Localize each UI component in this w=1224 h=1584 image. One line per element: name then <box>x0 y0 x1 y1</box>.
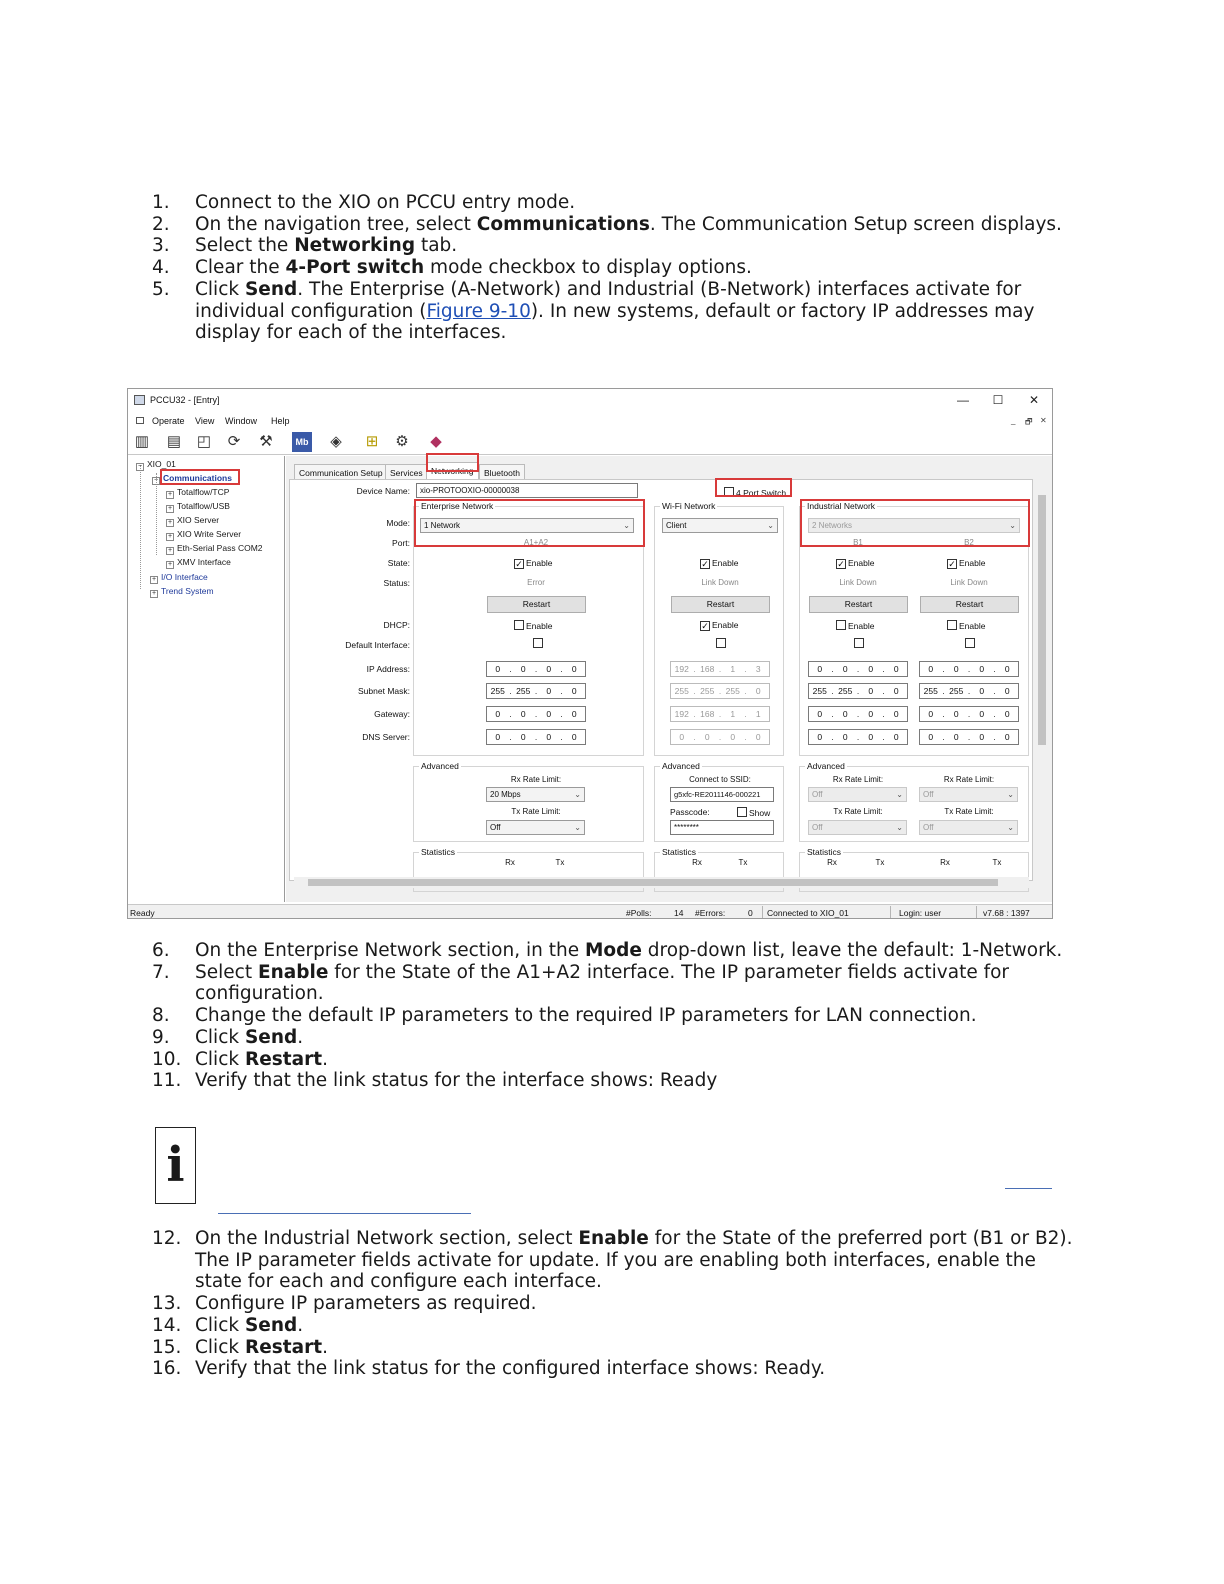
horizontal-scrollbar[interactable] <box>294 877 1029 888</box>
steps-list-end <box>152 1228 1087 1380</box>
step-emphasis: Communications <box>476 213 650 235</box>
step-text <box>195 257 1087 279</box>
step-item <box>152 1293 1087 1315</box>
b2-stat-rx: Rx <box>940 858 950 867</box>
industrial-advanced-group: Advanced <box>799 766 1029 842</box>
wifi-show-checkbox[interactable]: Show <box>737 807 770 818</box>
enterprise-statistics-group: Statistics <box>413 852 644 892</box>
b1-dhcp-checkbox[interactable]: Enable <box>836 620 874 631</box>
step-text <box>195 214 1087 236</box>
step-item <box>152 192 1087 214</box>
wifi-passcode-input[interactable]: ******** <box>670 820 774 835</box>
step-fragment: On the Enterprise Network section, in the <box>195 940 585 961</box>
step-emphasis: Restart <box>244 1048 323 1070</box>
step-number: 12. <box>152 1228 182 1249</box>
b1-subnet-input[interactable]: 255 . 255 . 0 . 0 <box>808 683 908 699</box>
tab-bluetooth[interactable]: Bluetooth <box>479 464 525 480</box>
wifi-stat-tx: Tx <box>738 858 748 867</box>
close-button[interactable]: ✕ <box>1028 393 1040 407</box>
networking-panel <box>289 479 1033 881</box>
default-interface-label: Default Interface: <box>345 640 410 650</box>
status-errors-label: #Errors: <box>695 908 726 918</box>
collect-icon[interactable]: ▤ <box>166 433 182 450</box>
wifi-ssid-label: Connect to SSID: <box>689 775 751 784</box>
status-errors: 0 <box>748 908 753 918</box>
app-icon <box>134 395 145 405</box>
enterprise-stat-rx: Rx <box>505 858 515 867</box>
step-emphasis: Send <box>244 1314 298 1336</box>
step-fragment: . <box>322 1336 328 1358</box>
step-number: 8. <box>152 1005 170 1027</box>
step-number: 9. <box>152 1026 170 1048</box>
b2-tx-label: Tx Rate Limit: <box>944 807 994 816</box>
b2-default-interface-checkbox[interactable] <box>965 638 977 649</box>
tree-item-communications[interactable]: − Communications <box>153 473 232 484</box>
device-name-label: Device Name: <box>356 486 410 496</box>
step-emphasis: Mode <box>584 940 642 961</box>
step-fragment: . The Enterprise (A-Network) and Industrial (B-Network) interfaces activate for individual configuration ( <box>195 278 1022 322</box>
step-text <box>195 1027 1087 1049</box>
b1-state-checkbox[interactable]: ✓ Enable <box>837 558 875 569</box>
toolbar <box>128 429 1052 455</box>
wifi-ip-input[interactable]: 192 . 168 . 1 . 3 <box>670 661 770 677</box>
step-item <box>152 214 1087 236</box>
status-login: Login: user <box>899 908 942 918</box>
step-fragment: Select <box>195 961 258 983</box>
step-fragment: Connect to the XIO on PCCU entry mode. <box>195 192 576 213</box>
step-fragment: ). In new systems, default or factory IP addresses may display for each of the interfaces. <box>195 300 1035 344</box>
b1-port: B1 <box>853 538 863 547</box>
step-item <box>152 235 1087 257</box>
dhcp-label: DHCP: <box>383 620 410 630</box>
b2-dns-input[interactable]: 0 . 0 . 0 . 0 <box>919 729 1019 745</box>
step-number: 1. <box>152 192 170 213</box>
b1-tx-select[interactable]: Off ⌄ <box>808 820 907 835</box>
window-title: PCCU32 - [Entry] <box>150 395 220 405</box>
system-menu-icon[interactable] <box>136 417 144 424</box>
b2-rx-select[interactable]: Off ⌄ <box>919 787 1018 802</box>
minimize-button[interactable]: — <box>957 393 969 407</box>
step-item <box>152 1228 1087 1293</box>
step-number: 7. <box>152 961 170 983</box>
step-number: 14. <box>152 1314 182 1336</box>
b2-port: B2 <box>964 538 974 547</box>
step-item <box>152 1337 1087 1359</box>
tree-item-communications-label: Communications <box>163 473 232 483</box>
wifi-passcode-label: Passcode: <box>670 807 710 817</box>
enterprise-port: A1+A2 <box>523 538 549 547</box>
b1-stat-rx: Rx <box>827 858 837 867</box>
b2-state-checkbox[interactable]: ✓ Enable <box>948 558 986 569</box>
window-icon[interactable]: ◰ <box>196 433 212 450</box>
pccu-window <box>127 388 1053 919</box>
step-number: 6. <box>152 940 170 961</box>
step-item <box>152 1315 1087 1337</box>
step-item <box>152 1070 1087 1092</box>
step-fragment: tab. <box>415 235 458 257</box>
note-rule-right <box>1005 1188 1052 1189</box>
mdi-restore-button[interactable]: 🗗 <box>1025 417 1033 426</box>
step-text <box>195 1070 1087 1092</box>
enterprise-ip-input[interactable]: 0 . 0 . 0 . 0 <box>486 661 586 677</box>
status-polls: 14 <box>674 908 684 918</box>
b1-status: Link Down <box>839 578 877 587</box>
step-fragment: . The Communication Setup screen displays. <box>649 213 1062 235</box>
entry-icon[interactable]: ▥ <box>134 433 150 450</box>
step-number: 11. <box>152 1070 182 1092</box>
setup-icon[interactable]: ⚙ <box>395 433 409 450</box>
step-number: 16. <box>152 1358 182 1380</box>
enterprise-stat-tx: Tx <box>555 858 565 867</box>
step-item <box>152 1005 1087 1027</box>
step-text <box>195 1005 1087 1027</box>
dns-server-label: DNS Server: <box>362 732 410 742</box>
book-icon[interactable]: ◆ <box>430 433 442 450</box>
step-fragment: On the Industrial Network section, select <box>195 1228 579 1249</box>
tree-item-trend-system[interactable]: + Trend System <box>151 586 214 597</box>
step-number: 4. <box>152 257 170 279</box>
b2-restart-button[interactable]: Restart <box>920 596 1019 613</box>
step-emphasis: Send <box>244 1026 298 1048</box>
info-icon: i <box>155 1127 196 1204</box>
enterprise-dhcp-checkbox[interactable]: Enable <box>514 620 552 631</box>
b2-tx-select[interactable]: Off ⌄ <box>919 820 1018 835</box>
b1-restart-button[interactable]: Restart <box>809 596 908 613</box>
wifi-state-checkbox[interactable]: ✓ Enable <box>701 558 739 569</box>
enterprise-rx-label: Rx Rate Limit: <box>510 775 562 784</box>
industrial-network-group: Industrial Network <box>799 506 1029 756</box>
wifi-advanced-group: Advanced <box>654 766 784 842</box>
menu-view[interactable]: View <box>195 416 215 426</box>
steps-list-intro <box>152 192 1087 344</box>
b1-rx-label: Rx Rate Limit: <box>832 775 884 784</box>
step-item <box>152 962 1087 1005</box>
wifi-subnet-input[interactable]: 255 . 255 . 255 . 0 <box>670 683 770 699</box>
step-text <box>195 1358 1087 1380</box>
enterprise-advanced-group: Advanced <box>413 766 644 842</box>
port-label: Port: <box>392 538 410 548</box>
mode-label: Mode: <box>386 518 410 528</box>
step-text <box>195 962 1087 1005</box>
step-item <box>152 940 1087 962</box>
chevron-down-icon: ⌄ <box>623 521 630 530</box>
step-number: 5. <box>152 278 170 300</box>
tree-item-xio-write-server[interactable]: + XIO Write Server <box>167 529 242 540</box>
refresh-icon[interactable]: ⟳ <box>227 433 241 450</box>
status-bar <box>128 904 1052 919</box>
step-item <box>152 1049 1087 1071</box>
tree-item-totalflow-usb[interactable]: + Totalflow/USB <box>167 501 230 512</box>
tree-root[interactable]: − XIO_01 <box>137 459 176 470</box>
enterprise-state-checkbox[interactable]: ✓ Enable <box>515 558 553 569</box>
state-label: State: <box>387 558 410 568</box>
enterprise-default-interface-checkbox[interactable] <box>533 638 545 649</box>
wifi-ssid-input[interactable]: g5xfc-RE2011146-000221 <box>670 787 774 802</box>
enterprise-tx-select[interactable]: Off ⌄ <box>486 820 585 835</box>
tab-communication-setup[interactable]: Communication Setup <box>294 464 388 480</box>
highlight-4-port-switch <box>715 478 792 497</box>
communication-setup-pane <box>286 456 1052 902</box>
enterprise-tx-label: Tx Rate Limit: <box>511 807 561 816</box>
step-emphasis: Enable <box>257 961 329 983</box>
step-text <box>195 1337 1087 1359</box>
mdi-close-button[interactable]: ✕ <box>1040 416 1047 425</box>
tree-root-label: XIO_01 <box>147 459 176 469</box>
step-fragment: Click <box>195 1026 245 1048</box>
b1-ip-input[interactable]: 0 . 0 . 0 . 0 <box>808 661 908 677</box>
step-fragment: Click <box>195 1314 245 1336</box>
tools-icon[interactable]: ⚒ <box>259 433 273 450</box>
wifi-network-group: Wi-Fi Network <box>654 506 784 756</box>
industrial-statistics-group: Statistics <box>799 852 1029 892</box>
step-item <box>152 279 1087 344</box>
b2-rx-label: Rx Rate Limit: <box>943 775 995 784</box>
step-fragment: Click <box>195 1336 245 1358</box>
shield-icon[interactable]: ◈ <box>330 433 342 450</box>
wifi-dns-input[interactable]: 0 . 0 . 0 . 0 <box>670 729 770 745</box>
enterprise-gateway-input[interactable]: 0 . 0 . 0 . 0 <box>486 706 586 722</box>
subnet-mask-label: Subnet Mask: <box>358 686 410 696</box>
step-fragment: mode checkbox to display options. <box>424 257 752 279</box>
step-number: 15. <box>152 1336 182 1358</box>
step-fragment: for the State of the A1+A2 interface. The IP parameter fields activate for configuration. <box>195 961 1010 1005</box>
step-emphasis: Restart <box>244 1336 323 1358</box>
step-text <box>195 1049 1087 1071</box>
step-fragment: Clear the <box>195 257 286 279</box>
wifi-mode-select[interactable]: Client ⌄ <box>662 518 778 533</box>
enterprise-subnet-input[interactable]: 255 . 255 . 0 . 0 <box>486 683 586 699</box>
tab-networking[interactable]: Networking <box>426 462 479 480</box>
step-number: 10. <box>152 1048 182 1070</box>
b2-ip-input[interactable]: 0 . 0 . 0 . 0 <box>919 661 1019 677</box>
highlight-networking-tab <box>426 453 479 472</box>
tree-item-xmv-interface[interactable]: + XMV Interface <box>167 557 231 568</box>
status-version: v7.68 : 1397 <box>983 908 1030 918</box>
step-number: 13. <box>152 1293 182 1315</box>
four-port-switch-label: 4 Port Switch <box>736 488 787 498</box>
step-fragment: . <box>297 1026 304 1048</box>
step-fragment: Verify that the link status for the configured interface shows: Ready. <box>195 1358 826 1380</box>
step-fragment: . <box>322 1048 328 1070</box>
step-fragment: Configure IP parameters as required. <box>195 1293 537 1315</box>
title-bar <box>128 389 1052 411</box>
steps-list-mid <box>152 940 1087 1092</box>
modbus-icon[interactable]: Mb <box>292 432 312 452</box>
step-text <box>195 1315 1087 1337</box>
enterprise-network-title: Enterprise Network <box>421 501 494 511</box>
step-text <box>195 1228 1087 1293</box>
step-fragment: Verify that the link status for the interface shows: Ready <box>195 1070 718 1092</box>
b2-stat-tx: Tx <box>992 858 1002 867</box>
b2-dhcp-checkbox[interactable]: Enable <box>947 620 985 631</box>
menu-window[interactable]: Window <box>225 416 258 426</box>
menu-help[interactable]: Help <box>271 416 290 426</box>
enterprise-dns-input[interactable]: 0 . 0 . 0 . 0 <box>486 729 586 745</box>
industrial-mode-select[interactable]: 2 Networks ⌄ <box>808 518 1020 533</box>
step-text <box>195 192 1087 214</box>
note-rule-left <box>218 1213 471 1214</box>
mdi-minimize-button[interactable]: _ <box>1011 416 1016 425</box>
step-fragment: Change the default IP parameters to the required IP parameters for LAN connection. <box>195 1005 977 1027</box>
b1-stat-tx: Tx <box>875 858 885 867</box>
figure-link[interactable]: Figure 9-10 <box>426 300 531 322</box>
gateway-label: Gateway: <box>374 709 410 719</box>
enterprise-status: Error <box>527 578 545 587</box>
menu-bar <box>128 413 1052 428</box>
b2-status: Link Down <box>950 578 988 587</box>
ip-address-label: IP Address: <box>366 664 410 674</box>
b2-gateway-input[interactable]: 0 . 0 . 0 . 0 <box>919 706 1019 722</box>
step-number: 2. <box>152 213 170 235</box>
b1-rx-select[interactable]: Off ⌄ <box>808 787 907 802</box>
step-item <box>152 257 1087 279</box>
step-text <box>195 940 1087 962</box>
step-fragment: for the State of the preferred port (B1 or B2). The IP parameter fields activate for update. If you are enabling both interfaces, enable the state for each and configure each interface. <box>195 1228 1073 1293</box>
tree-item-io-interface[interactable]: + I/O Interface <box>151 572 208 583</box>
enterprise-mode-select[interactable]: 1 Network ⌄ <box>420 518 634 533</box>
step-text <box>195 235 1087 257</box>
tree-item-totalflow-tcp[interactable]: + Totalflow/TCP <box>167 487 230 498</box>
tree-item-xio-server[interactable]: + XIO Server <box>167 515 220 526</box>
b2-subnet-input[interactable]: 255 . 255 . 0 . 0 <box>919 683 1019 699</box>
b1-tx-label: Tx Rate Limit: <box>833 807 883 816</box>
step-item <box>152 1027 1087 1049</box>
wifi-statistics-group: Statistics <box>654 852 784 892</box>
step-fragment: Click <box>195 278 245 300</box>
enterprise-restart-button[interactable]: Restart <box>487 596 586 613</box>
navigation-tree <box>128 456 285 902</box>
vertical-scrollbar[interactable] <box>1036 481 1048 873</box>
wifi-stat-rx: Rx <box>692 858 702 867</box>
status-polls-label: #Polls: <box>626 908 652 918</box>
wifi-status: Link Down <box>701 578 739 587</box>
step-text <box>195 279 1087 344</box>
status-connected: Connected to XIO_01 <box>767 908 849 918</box>
tab-services[interactable]: Services <box>385 464 428 480</box>
step-emphasis: Networking <box>294 235 416 257</box>
step-fragment: . <box>297 1314 304 1336</box>
step-fragment: On the navigation tree, select <box>195 213 477 235</box>
step-text <box>195 1293 1087 1315</box>
device-name-input[interactable]: xio-PROTOOXIO-00000038 <box>416 483 638 498</box>
highlight-communications <box>160 469 240 485</box>
maximize-button[interactable]: ☐ <box>992 393 1004 407</box>
step-fragment: Click <box>195 1048 245 1070</box>
status-ready: Ready <box>130 908 155 918</box>
tree-item-eth-serial-pass[interactable]: + Eth-Serial Pass COM2 <box>167 543 263 554</box>
b1-gateway-input[interactable]: 0 . 0 . 0 . 0 <box>808 706 908 722</box>
b1-dns-input[interactable]: 0 . 0 . 0 . 0 <box>808 729 908 745</box>
b1-default-interface-checkbox[interactable] <box>854 638 866 649</box>
status-label: Status: <box>383 578 410 588</box>
wifi-gateway-input[interactable]: 192 . 168 . 1 . 1 <box>670 706 770 722</box>
wifi-dhcp-checkbox[interactable]: ✓ Enable <box>701 620 739 631</box>
step-fragment: drop-down list, leave the default: 1-Network. <box>641 940 1063 961</box>
step-item <box>152 1358 1087 1380</box>
step-number: 3. <box>152 235 170 257</box>
wifi-restart-button[interactable]: Restart <box>671 596 770 613</box>
step-emphasis: Send <box>244 278 298 300</box>
io-icon[interactable]: ⊞ <box>365 433 379 450</box>
menu-operate[interactable]: Operate <box>152 416 185 426</box>
step-fragment: Select the <box>195 235 295 257</box>
step-emphasis: Enable <box>578 1228 649 1249</box>
wifi-default-interface-checkbox[interactable] <box>716 638 728 649</box>
enterprise-rx-select[interactable]: 20 Mbps ⌄ <box>486 787 585 802</box>
step-emphasis: 4-Port switch <box>285 257 425 279</box>
